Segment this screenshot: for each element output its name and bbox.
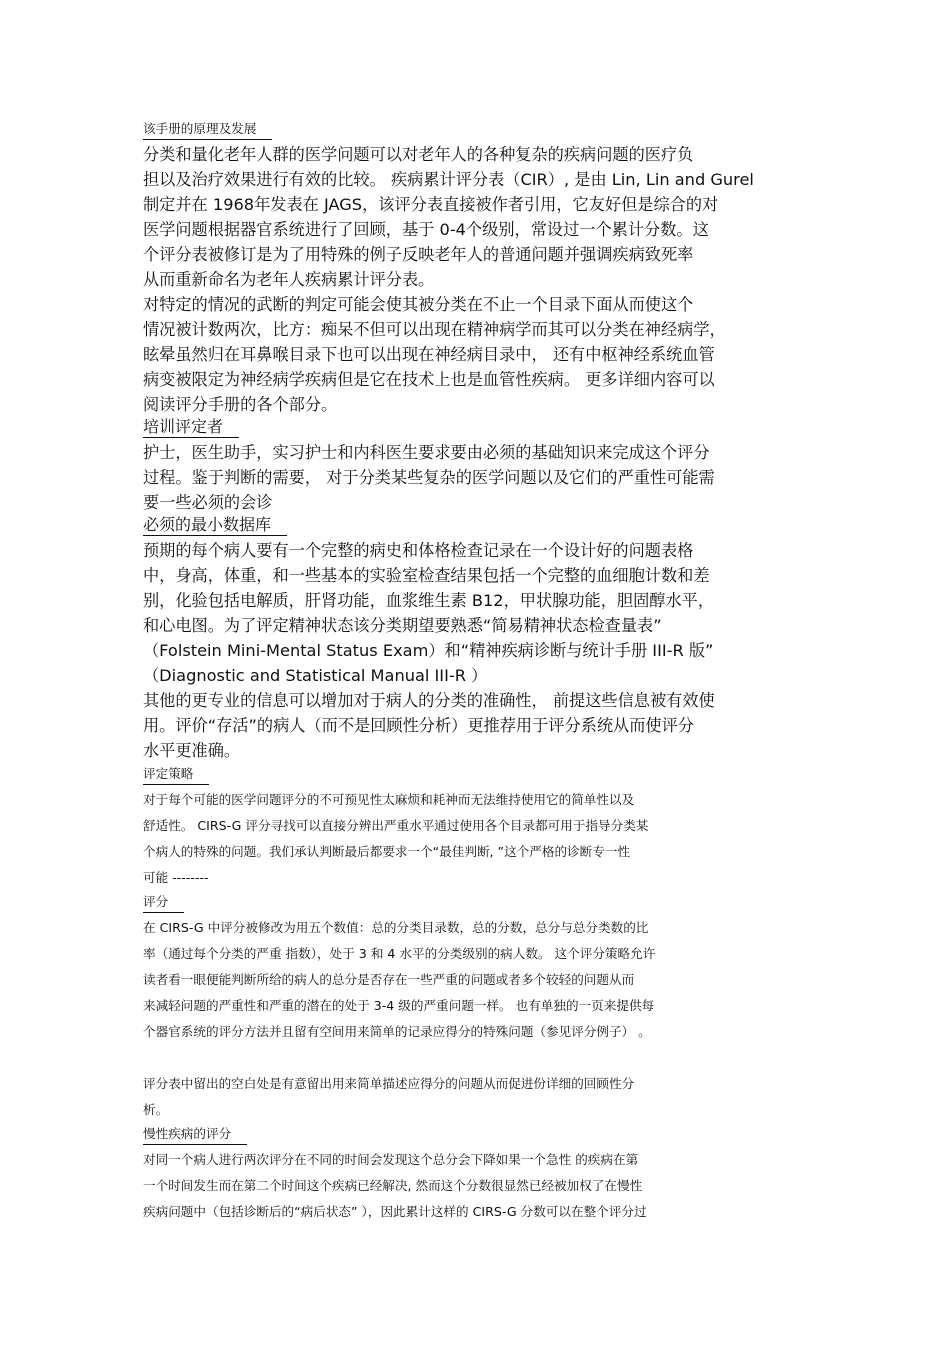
section-heading: 培训评定者 (143, 417, 239, 438)
text-line: 分类和量化老年人群的医学问题可以对老年人的各种复杂的疾病问题的医疗负 (143, 145, 694, 164)
text-line: 个评分表被修订是为了用特殊的例子反映老年人的普通问题并强调疾病致死率 (143, 245, 694, 264)
text-line: 情况被计数两次，比方：痴呆不但可以出现在精神病学而其可以分类在神经病学， (143, 320, 726, 339)
section-minimum-database (143, 515, 808, 763)
text-line: 读者看一眼便能判断所给的病人的总分是否存在一些严重的问题或者多个较轻的问题从而 (143, 972, 635, 987)
text-line: 担以及治疗效果进行有效的比较。 疾病累计评分表（CIR）, 是由 Lin, Lin and Gurel (143, 170, 754, 189)
text-line: 对同一个病人进行两次评分在不同的时间会发现这个总分会下降如果一个急性 的疾病在第 (143, 1152, 639, 1167)
text-line: （Folstein Mini-Mental Status Exam）和“精神疾病诊断与统计手册 III-R 版” (143, 641, 714, 660)
section-heading: 评分 (143, 892, 184, 913)
text-line: 个器官系统的评分方法并且留有空间用来简单的记录应得分的特殊问题（参见评分例子） 。 (143, 1024, 651, 1039)
text-line: 用。评价“存活”的病人（而不是回顾性分析）更推荐用于评分系统从而使评分 (143, 716, 694, 735)
section-scoring (143, 891, 808, 1123)
text-line: 个病人的特殊的问题。我们承认判断最后都要求一个“最佳判断, ”这个严格的诊断专一性 (143, 844, 631, 859)
text-line: 可能 -------- (143, 870, 209, 885)
section-principles (143, 118, 808, 417)
text-line: 和心电图。为了评定精神状态该分类期望要熟悉“简易精神状态检查量表” (143, 616, 662, 635)
section-strategy (143, 763, 808, 891)
section-heading: 该手册的原理及发展 (143, 119, 272, 140)
text-line: 对特定的情况的武断的判定可能会使其被分类在不止一个目录下面从而使这个 (143, 295, 694, 314)
text-line: 其他的更专业的信息可以增加对于病人的分类的准确性， 前提这些信息被有效使 (143, 691, 715, 710)
section-heading: 慢性疾病的评分 (143, 1124, 247, 1145)
text-line: （Diagnostic and Statistical Manual III-R ） (143, 666, 488, 685)
section-heading: 评定策略 (143, 764, 209, 785)
text-line: 水平更准确。 (143, 741, 241, 760)
text-line: 评分表中留出的空白处是有意留出用来简单描述应得分的问题从而促进份详细的回顾性分 (143, 1076, 635, 1091)
text-line: 过程。鉴于判断的需要， 对于分类某些复杂的医学问题以及它们的严重性可能需 (143, 468, 715, 487)
text-line: 阅读评分手册的各个部分。 (143, 395, 338, 414)
text-line: 眩晕虽然归在耳鼻喉目录下也可以出现在神经病目录中， 还有中枢神经系统血管 (143, 345, 715, 364)
text-line: 医学问题根据器官系统进行了回顾，基于 0-4个级别，常设过一个累计分数。这 (143, 220, 709, 239)
text-line: 在 CIRS-G 中评分被修改为用五个数值：总的分类目录数，总的分数，总分与总分类数的比 (143, 920, 649, 935)
text-line: 护士，医生助手，实习护士和内科医生要求要由必须的基础知识来完成这个评分 (143, 443, 710, 462)
text-line: 从而重新命名为老年人疾病累计评分表。 (143, 270, 435, 289)
text-line: 一个时间发生而在第二个时间这个疾病已经解决, 然而这个分数很显然已经被加权了在慢性 (143, 1178, 643, 1193)
section-training (143, 417, 808, 515)
text-line: 来减轻问题的严重性和严重的潜在的处于 3-4 级的严重问题一样。 也有单独的一页来提供每 (143, 998, 655, 1013)
text-line: 制定并在 1968年发表在 JAGS，该评分表直接被作者引用，它友好但是综合的对 (143, 195, 719, 214)
text-line: 疾病问题中（包括诊断后的“病后状态” ），因此累计这样的 CIRS-G 分数可以在整个评分过 (143, 1204, 647, 1219)
text-line: 预期的每个病人要有一个完整的病史和体格检查记录在一个设计好的问题表格 (143, 541, 694, 560)
text-line: 析。 (143, 1102, 169, 1117)
document-page (143, 118, 808, 1225)
text-line: 别，化验包括电解质，肝肾功能，血浆维生素 B12，甲状腺功能，胆固醇水平， (143, 591, 715, 610)
text-line: 病变被限定为神经病学疾病但是它在技术上也是血管性疾病。 更多详细内容可以 (143, 370, 715, 389)
text-line: 率（通过每个分类的严重 指数），处于 3 和 4 水平的分类级别的病人数。 这个评分策略允许 (143, 946, 656, 961)
blank-line (143, 1045, 808, 1071)
section-chronic-disease-scoring (143, 1123, 808, 1225)
text-line: 舒适性。 CIRS-G 评分寻找可以直接分辨出严重水平通过使用各个目录都可用于指导分类某 (143, 818, 649, 833)
text-line: 要一些必须的会诊 (143, 493, 273, 512)
text-line: 中，身高，体重，和一些基本的实验室检查结果包括一个完整的血细胞计数和差 (143, 566, 710, 585)
text-line: 对于每个可能的医学问题评分的不可预见性太麻烦和耗神而无法维持使用它的简单性以及 (143, 792, 635, 807)
section-heading: 必须的最小数据库 (143, 515, 287, 536)
